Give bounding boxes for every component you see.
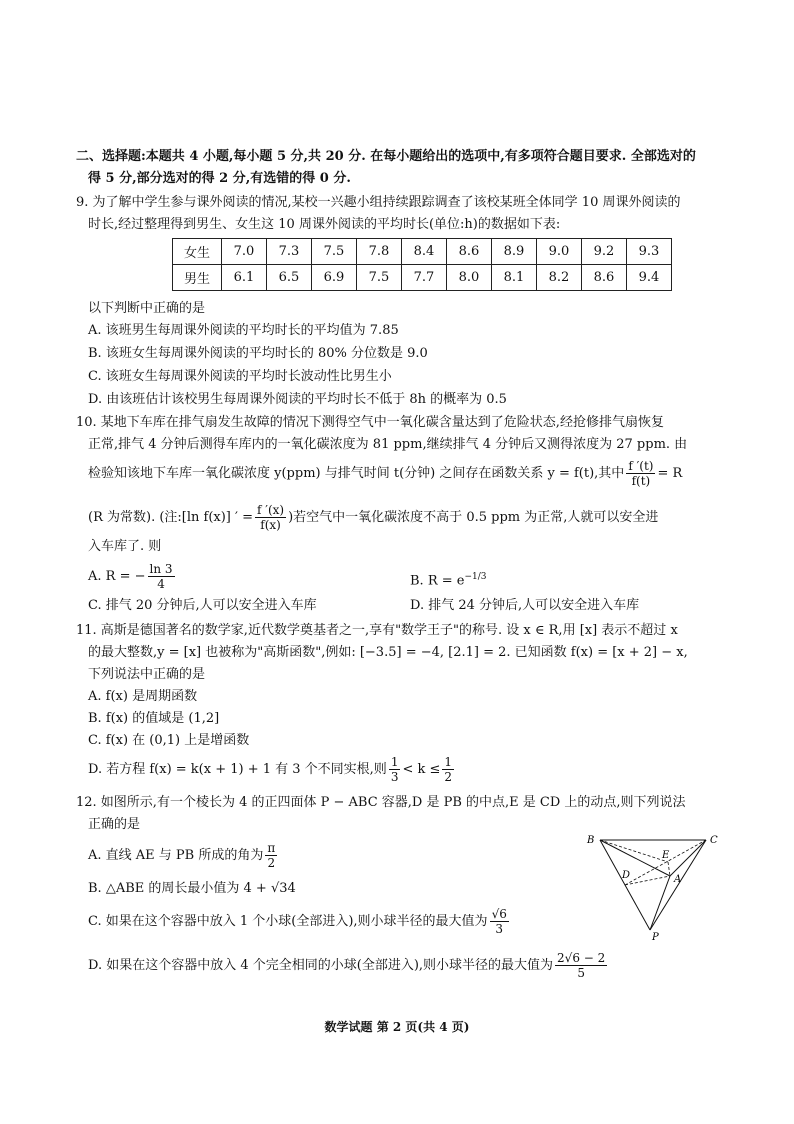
q10-line-2: 正常,排气 4 分钟后测得车库内的一氧化碳浓度为 81 ppm,继续排气 4 分钟后又测得浓度为 27 ppm. 由	[88, 437, 688, 452]
fraction	[442, 755, 454, 784]
q12-option-c-prefix: C. 如果在这个容器中放入 1 个小球(全部进入),则小球半径的最大值为	[88, 914, 488, 929]
table-cell: 6.5	[267, 265, 312, 291]
table-cell: 9.2	[582, 239, 627, 265]
q12-line-1: 12. 如图所示,有一个棱长为 4 的正四面体 P − ABC 容器,D 是 PB 的中点,E 是 CD 上的动点,则下列说法	[76, 795, 686, 810]
fraction-denominator: 2	[444, 770, 453, 784]
fraction-denominator: 5	[577, 966, 585, 980]
q10-line-4	[88, 502, 658, 534]
q10-line-3-text: 检验知该地下车库一氧化碳浓度 y(ppm) 与排气时间 t(分钟) 之间存在函数关系 y = f(t),其中	[88, 466, 625, 481]
tetrahedron-figure	[584, 832, 724, 942]
table-row-female	[173, 239, 672, 265]
q9-option-c: C. 该班女生每周课外阅读的平均时长波动性比男生小	[88, 369, 392, 384]
q10-line-1: 10. 某地下车库在排气扇发生故障的情况下测得空气中一氧化碳含量达到了危险状态,经抢修排气扇恢复	[76, 415, 664, 430]
q11-option-c: C. f(x) 在 (0,1) 上是增函数	[88, 733, 250, 748]
q10-option-b	[410, 568, 487, 590]
table-cell: 9.4	[627, 265, 672, 291]
fraction-numerator: f ′(t)	[628, 459, 654, 473]
fraction	[389, 755, 401, 784]
fraction-denominator: f(t)	[631, 474, 651, 488]
q12-option-c	[88, 906, 511, 938]
table-cell: 7.8	[357, 239, 402, 265]
table-cell: 6.1	[222, 265, 267, 291]
fraction-numerator: 1	[444, 755, 453, 769]
q11-line-2: 的最大整数,y = [x] 也被称为"高斯函数",例如: [−3.5] = −4, [2.1] = 2. 已知函数 f(x) = [x + 2] − x,	[88, 645, 688, 660]
q10-option-d: D. 排气 24 分钟后,人可以安全进入车库	[410, 598, 640, 613]
fraction-denominator: 3	[495, 922, 504, 936]
table-row-label: 女生	[173, 239, 222, 265]
table-cell: 8.1	[492, 265, 537, 291]
q11-option-d	[88, 754, 456, 786]
q10-option-b-exponent: −1/3	[464, 572, 487, 582]
q11-option-d-mid: < k ≤	[402, 762, 441, 777]
fraction-numerator: ln 3	[149, 562, 173, 576]
q9-stem-line-1: 9. 为了解中学生参与课外阅读的情况,某校一兴趣小组持续跟踪调查了该校某班全体同学 10 周课外阅读的	[76, 195, 681, 210]
fraction-denominator: f(x)	[260, 518, 281, 532]
fraction	[555, 951, 607, 980]
segment-dc	[625, 840, 706, 885]
q11-option-d-prefix: D. 若方程 f(x) = k(x + 1) + 1 有 3 个不同实根,则	[88, 762, 387, 777]
q11-line-3: 下列说法中正确的是	[88, 667, 206, 682]
q10-option-b-text: B. R = e	[410, 573, 465, 589]
table-cell: 9.3	[627, 239, 672, 265]
edge-ca	[670, 840, 706, 876]
q10-line-3-suffix: = R	[657, 466, 683, 481]
q10-line-4-text: (R 为常数). (注:[ln f(x)] ′ =	[88, 510, 253, 525]
vertex-label-b: B	[587, 835, 595, 846]
table-cell: 7.5	[312, 239, 357, 265]
table-cell: 8.0	[447, 265, 492, 291]
fraction-denominator: 4	[157, 577, 165, 591]
vertex-label-d: D	[622, 870, 631, 881]
table-cell: 6.9	[312, 265, 357, 291]
q10-option-a-prefix: A. R = −	[88, 569, 146, 584]
table-cell: 8.6	[447, 239, 492, 265]
page-footer: 数学试题 第 2 页(共 4 页)	[324, 1020, 470, 1034]
q11-option-a: A. f(x) 是周期函数	[88, 689, 198, 704]
table-cell: 7.5	[357, 265, 402, 291]
fraction	[490, 907, 509, 936]
vertex-label-a: A	[674, 874, 682, 885]
fraction-numerator: π	[267, 841, 276, 855]
q10-option-c: C. 排气 20 分钟后,人可以安全进入车库	[88, 598, 317, 613]
table-cell: 8.4	[402, 239, 447, 265]
section-header-line-1: 二、选择题:本题共 4 小题,每小题 5 分,共 20 分. 在每小题给出的选项中,有多项符合题目要求. 全部选对的	[76, 149, 696, 164]
q9-prompt: 以下判断中正确的是	[88, 301, 206, 316]
q12-option-a-prefix: A. 直线 AE 与 PB 所成的角为	[88, 848, 264, 863]
q9-data-table	[172, 238, 672, 291]
fraction	[148, 562, 175, 591]
q11-option-b: B. f(x) 的值域是 (1,2]	[88, 711, 220, 726]
q12-option-a	[88, 840, 279, 872]
q11-line-1: 11. 高斯是德国著名的数学家,近代数学奠基者之一,享有"数学王子"的称号. 设 x ∈ R,用 [x] 表示不超过 x	[76, 623, 678, 638]
fraction-numerator: f ′(x)	[256, 503, 285, 517]
q10-line-4-suffix: )若空气中一氧化碳浓度不高于 0.5 ppm 为正常,人就可以安全进	[288, 510, 659, 525]
vertex-label-p: P	[652, 932, 659, 942]
vertex-label-e: E	[662, 850, 670, 861]
table-cell: 7.0	[222, 239, 267, 265]
q10-line-5: 入车库了. 则	[88, 539, 162, 554]
fraction	[626, 459, 655, 488]
fraction-numerator: √6	[491, 907, 507, 921]
q12-line-2: 正确的是	[88, 817, 141, 832]
fraction-denominator: 2	[267, 856, 276, 870]
q9-option-b: B. 该班女生每周课外阅读的平均时长的 80% 分位数是 9.0	[88, 346, 428, 361]
fraction-denominator: 3	[390, 770, 399, 784]
segment-ea	[668, 862, 670, 876]
q12-option-d-prefix: D. 如果在这个容器中放入 4 个完全相同的小球(全部进入),则小球半径的最大值为	[88, 958, 554, 973]
q9-option-a: A. 该班男生每周课外阅读的平均时长的平均值为 7.85	[88, 323, 399, 338]
q9-stem-line-2: 时长,经过整理得到男生、女生这 10 周课外阅读的平均时长(单位:h)的数据如下表:	[88, 217, 561, 232]
table-cell: 9.0	[537, 239, 582, 265]
table-row-male	[173, 265, 672, 291]
fraction-numerator: 1	[390, 755, 399, 769]
q12-option-d	[88, 950, 609, 982]
edge-cp	[650, 840, 706, 930]
table-cell: 8.6	[582, 265, 627, 291]
table-cell: 8.9	[492, 239, 537, 265]
vertex-label-c: C	[710, 835, 718, 846]
table-cell: 7.3	[267, 239, 312, 265]
q12-option-b: B. △ABE 的周长最小值为 4 + √34	[88, 881, 296, 896]
table-cell: 8.2	[537, 265, 582, 291]
fraction-numerator: 2√6 − 2	[557, 951, 606, 965]
table-cell: 7.7	[402, 265, 447, 291]
q10-line-3	[88, 458, 682, 490]
fraction	[255, 503, 286, 532]
q10-option-a	[88, 562, 177, 592]
fraction	[265, 841, 277, 870]
segment-da	[625, 876, 670, 885]
table-row-label: 男生	[173, 265, 222, 291]
section-header-line-2: 得 5 分,部分选对的得 2 分,有选错的得 0 分.	[88, 171, 351, 186]
q9-option-d: D. 由该班估计该校男生每周课外阅读的平均时长不低于 8h 的概率为 0.5	[88, 392, 507, 407]
